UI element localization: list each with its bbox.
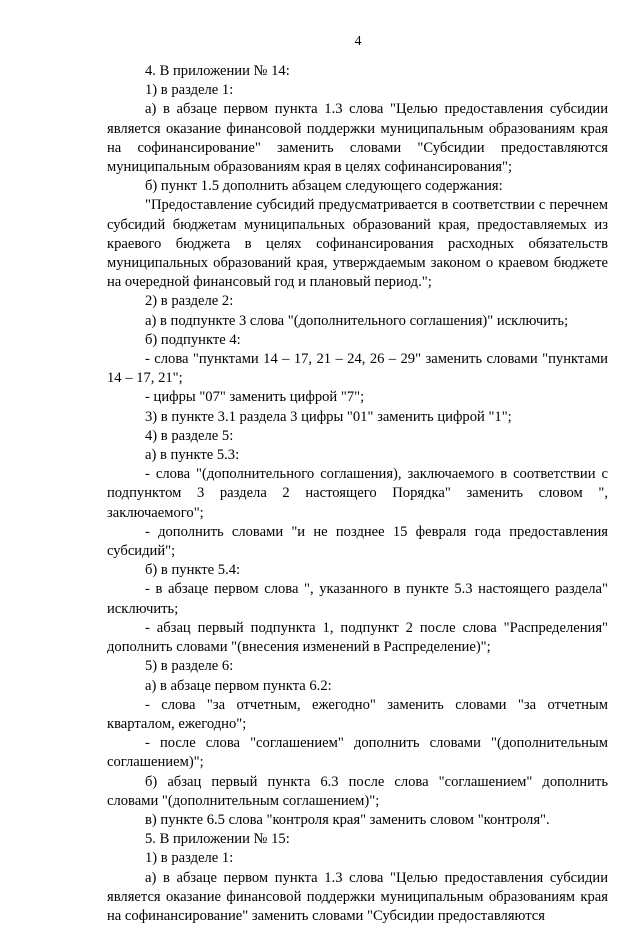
paragraph: 3) в пункте 3.1 раздела 3 цифры "01" заменить цифрой "1"; — [145, 408, 512, 425]
paragraph: б) в пункте 5.4: — [145, 562, 241, 579]
paragraph: в) пункте 6.5 слова "контроля края" заменить словом "контроля". — [145, 811, 550, 828]
paragraph: б) подпункте 4: — [145, 331, 241, 348]
paragraph: - слова "(дополнительного соглашения), заключаемого в соответствии с подпунктом 3 раздела 2 настоящего Порядка" заменить словом ", заключаемого"; — [107, 466, 608, 521]
paragraph: а) в пункте 5.3: — [145, 447, 240, 464]
paragraph: б) пункт 1.5 дополнить абзацем следующего содержания: — [145, 178, 503, 195]
paragraph: - слова "пунктами 14 – 17, 21 – 24, 26 – 29" заменить словами "пунктами 14 – 17, 21"; — [107, 351, 608, 387]
paragraph: а) в абзаце первом пункта 1.3 слова "Целью предоставления субсидии является оказание финансовой поддержки муниципальным образованиям края на софинансирование" заменить словами "Субсидии предоставляются муниципальным образованиям края в целях софинансирования"; — [107, 101, 608, 176]
paragraph: а) в абзаце первом пункта 1.3 слова "Целью предоставления субсидии является оказание финансовой поддержки муниципальным образованиям края на софинансирование" заменить словами "Субсидии предоставляются — [107, 869, 608, 924]
paragraph: 1) в разделе 1: — [145, 82, 234, 99]
paragraph: 1) в разделе 1: — [145, 850, 234, 867]
paragraph: 4) в разделе 5: — [145, 427, 234, 444]
paragraph: - цифры "07" заменить цифрой "7"; — [145, 389, 365, 406]
paragraph: "Предоставление субсидий предусматривается в соответствии с перечнем субсидий бюджетам муниципальных образований края, предоставляемых из краевого бюджета в целях софинансирования расходных обязательств муниципальных образований края, утверждаемым законом о краевом бюджете на очередной финансовый год и плановый период."; — [107, 197, 608, 291]
paragraph: а) в абзаце первом пункта 6.2: — [145, 677, 332, 694]
paragraph: - слова "за отчетным, ежегодно" заменить словами "за отчетным кварталом, ежегодно"; — [107, 696, 608, 732]
document-body — [107, 62, 608, 926]
paragraph: - после слова "соглашением" дополнить словами "(дополнительным соглашением)"; — [107, 735, 608, 771]
paragraph: 4. В приложении № 14: — [145, 63, 290, 79]
paragraph: 2) в разделе 2: — [145, 293, 234, 310]
paragraph: - в абзаце первом слова ", указанного в пункте 5.3 настоящего раздела" исключить; — [107, 581, 608, 617]
paragraph: 5. В приложении № 15: — [145, 831, 290, 848]
paragraph: а) в подпункте 3 слова "(дополнительного соглашения)" исключить; — [145, 312, 569, 329]
paragraph: - дополнить словами "и не позднее 15 февраля года предоставления субсидий"; — [107, 523, 608, 560]
paragraph: - абзац первый подпункта 1, подпункт 2 после слова "Распределения" дополнить словами "(внесения изменений в Распределение)"; — [107, 619, 608, 656]
paragraph: б) абзац первый пункта 6.3 после слова "соглашением" дополнить словами "(дополнительным соглашением)"; — [107, 773, 608, 809]
page-number: 4 — [354, 34, 362, 49]
paragraph: 5) в разделе 6: — [145, 658, 234, 675]
